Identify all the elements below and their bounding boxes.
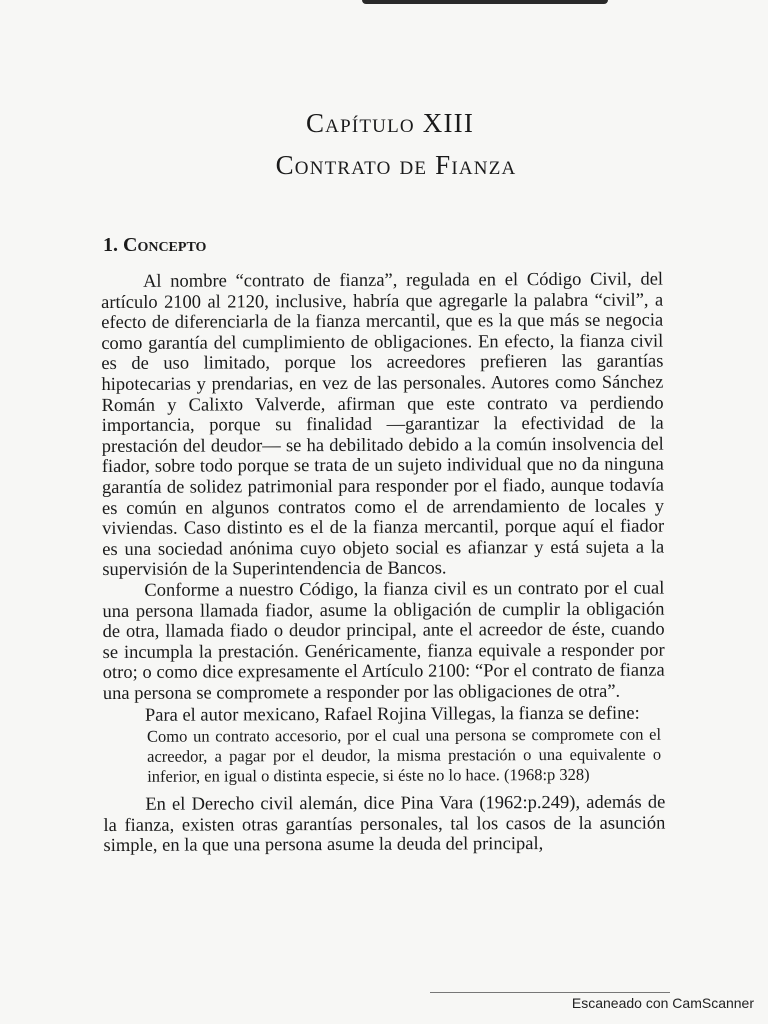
footer-rule [430, 992, 670, 993]
scanner-watermark: Escaneado con CamScanner [571, 995, 754, 1011]
top-edge-mark [362, 0, 608, 4]
body-text [101, 270, 666, 857]
section-heading: 1. Concepto [103, 234, 207, 256]
paragraph-2: Conforme a nuestro Código, la fianza civil es un contrato por el cual una persona llamada fiador, asume la obligación de cumplir la obligación de otra, llamada fiado o deudor principal, ante el acreedor de éste, cuando se incumpla la prestación. Genéricamente, fianza equivale a responder por otro; o como dice expresamente el Artículo 2100: “Por el contrato de fianza una persona se compromete a responder por las obligaciones de otra”. [102, 578, 665, 704]
paragraph-1: Al nombre “contrato de fianza”, regulada en el Código Civil, del artículo 2100 al 2120, inclusive, habría que agregarle la palabra “civil”, a efecto de diferenciarla de la fianza mercantil, que es la que más se negocia como garantía del cumplimiento de obligaciones. En efecto, la fianza civil es de uso limitado, porque los acreedores prefieren las garantías hipotecarias y prendarias, en vez de las personales. Autores como Sánchez Román y Calixto Valverde, afirman que este contrato va perdiendo importancia, porque su finalidad —garantizar la efectividad de la prestación del deudor— se ha debilitado debido a la común insolvencia del fiador, sobre todo porque se trata de un sujeto individual que no da ninguna garantía de solidez patrimonial para responder por el fiado, aunque todavía es común en algunos contratos como el de arrendamiento de locales y viviendas. Caso distinto es el de la fianza mercantil, porque aquí el fiador es una sociedad anónima cuyo objeto social es afianzar y está sujeta a la supervisión de la Superintendencia de Bancos. [101, 269, 665, 581]
paragraph-3: Para el autor mexicano, Rafael Rojina Villegas, la fianza se define: [144, 704, 640, 727]
chapter-number: Capítulo XIII [305, 108, 475, 138]
block-quote: Como un contrato accesorio, por el cual una persona se compromete con el acreedor, a pagar por el deudor, la misma prestación o una equivalente o inferior, en igual o distinta especie, si éste no lo hace. (1968:p 328) [146, 724, 662, 786]
chapter-title: Contrato de Fianza [275, 150, 517, 180]
paragraph-4: En el Derecho civil alemán, dice Pina Vara (1962:p.249), además de la fianza, existen otras garantías personales, tal los casos de la asunción simple, en la que una persona asume la deuda del principal, [103, 792, 666, 857]
